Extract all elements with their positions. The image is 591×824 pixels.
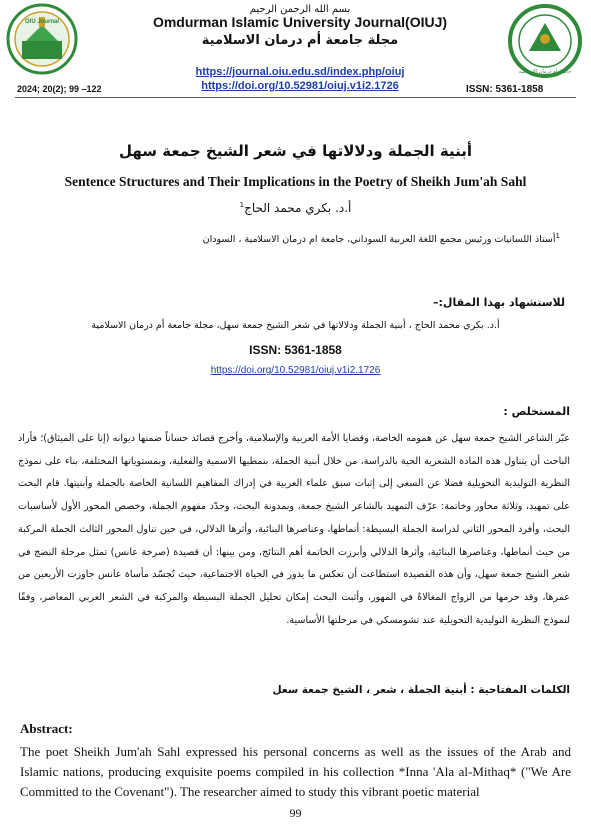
logo-caption: OIU Journal xyxy=(24,19,59,25)
issn-header: ISSN: 5361-1858 xyxy=(466,84,544,95)
author-line xyxy=(160,201,431,215)
university-seal-logo xyxy=(503,3,587,79)
article-title-ar: أبنية الجملة ودلالاتها في شعر الشيخ جمعة سهل xyxy=(118,142,473,160)
affiliation: أستاذ اللسانيات ورئيس مجمع اللغة العربية السوداني، جامعة ام درمان الاسلامية ، السودان xyxy=(202,234,556,246)
oiu-journal-logo xyxy=(6,3,78,75)
abstract-ar-heading: المستخلص : xyxy=(503,405,570,418)
citation-text: أ.د. بكري محمد الحاج ، أبنية الجملة ودلالاتها في شعر الشيخ جمعة سهل، مجلة جامعة أم درمان الاسلامية xyxy=(91,320,500,331)
citation-issn: ISSN: 5361-1858 xyxy=(249,343,342,357)
citation-heading: للاستشهاد بهذا المقال:– xyxy=(433,296,565,309)
volume-info: 2024; 20(2); 99 –122 xyxy=(17,84,102,94)
abstract-ar-body: عبّر الشاعر الشيخ جمعة سهل عن همومه الخاصة، وقضايا الأمة العربية والإسلامية، وأخرج قصائد حساناً ضمنها ديوانه (إنا على الميثاق)؛ فأراد الباحث أن يتناول هذه المادة الشعرية الحية بالدراسة، من خلال أبنية الجملة، بنمطيها الاسمية والفعلية، وبمستوياتها المختلفة، بناء على نموذج النظرية التوليدية التحويلية فضلا عن السعي إلى إثبات سبق علماء العربية في إدراك المفاهيم اللسانية الخاصة بالجملة وأبنيتها. قام البحث على تمهيد، وثلاثة محاور وخاتمة: عرّف التمهيد بالشاعر الشيخ جمعة، وبمدونة البحث، وحدّد مفهوم الجملة، وخصص المحور الأول لأساسيات البحث، وأفرد المحور الثاني لدراسة الجملة البسيطة: أنماطها، وعناصرها البنائية، وأثرها الدلالي، في حين تناول المحور الثالث الجملة المركبة من حيث أنماطها، وعناصرها البنائية، وأثرها الدلالي وأبرزت الخاتمة أهم النتائج، ومن بينها: أن قصيدة (صرخة عانس) تمثل مرحلة النضج في شعر الشيخ جمعة سهل، وأن هذه القصيدة استطاعت أن تعكس ما يدور في الحياة الاجتماعية، حيث تُجسّد مأساة عانس جاوزت الأربعين من عمرها، وقد حرمها من الزواج المغالاةُ في المهور، وأثبت البحث إمكان تحليل الجملة البسيطة والمركبة في الشعر العربي المعاصر، وفقًا لنموذج النظرية التوليدية التحويلية عند تشومسكي في مرحلتها الأساسية. xyxy=(18,433,570,626)
article-title-en: Sentence Structures and Their Implications in the Poetry of Sheikh Jum'ah Sahl xyxy=(64,174,527,189)
page-number: 99 xyxy=(289,806,302,820)
header-divider xyxy=(15,97,576,98)
keywords-ar: الكلمات المفتاحية : أبنية الجملة ، شعر ، الشيخ جمعة سعل xyxy=(272,684,570,696)
journal-index-link[interactable]: https://journal.oiu.edu.sd/index.php/oiuj xyxy=(195,66,405,78)
citation-doi-link[interactable]: https://doi.org/10.52981/oiuj.v1i2.1726 xyxy=(210,365,381,376)
abstract-en-body: The poet Sheikh Jum'ah Sahl expressed his personal concerns as well as the issues of the Arab and Islamic nations, producing exquisite poems compiled in his collection *Inna 'Ala al-Mithaq* ("We Are Committed to the Covenant"). The researcher aimed to study this vibrant poetic material xyxy=(20,744,571,799)
seal-caption: جامعة أم درمان الإسلامية xyxy=(518,69,572,75)
author-sup: 1 xyxy=(239,201,245,209)
author-name: أ.د. بكري محمد الحاج xyxy=(244,201,352,215)
journal-name-en: Omdurman Islamic University Journal(OIUJ) xyxy=(152,14,448,30)
abstract-en-heading: Abstract: xyxy=(20,721,73,736)
journal-name-ar: مجلة جامعة أم درمان الاسلامية xyxy=(201,33,399,48)
basmala: بسم الله الرحمن الرحيم xyxy=(249,4,351,15)
affiliation-line xyxy=(20,232,560,245)
affiliation-sup: 1 xyxy=(555,232,560,240)
doi-link[interactable]: https://doi.org/10.52981/oiuj.v1i2.1726 xyxy=(201,80,399,92)
